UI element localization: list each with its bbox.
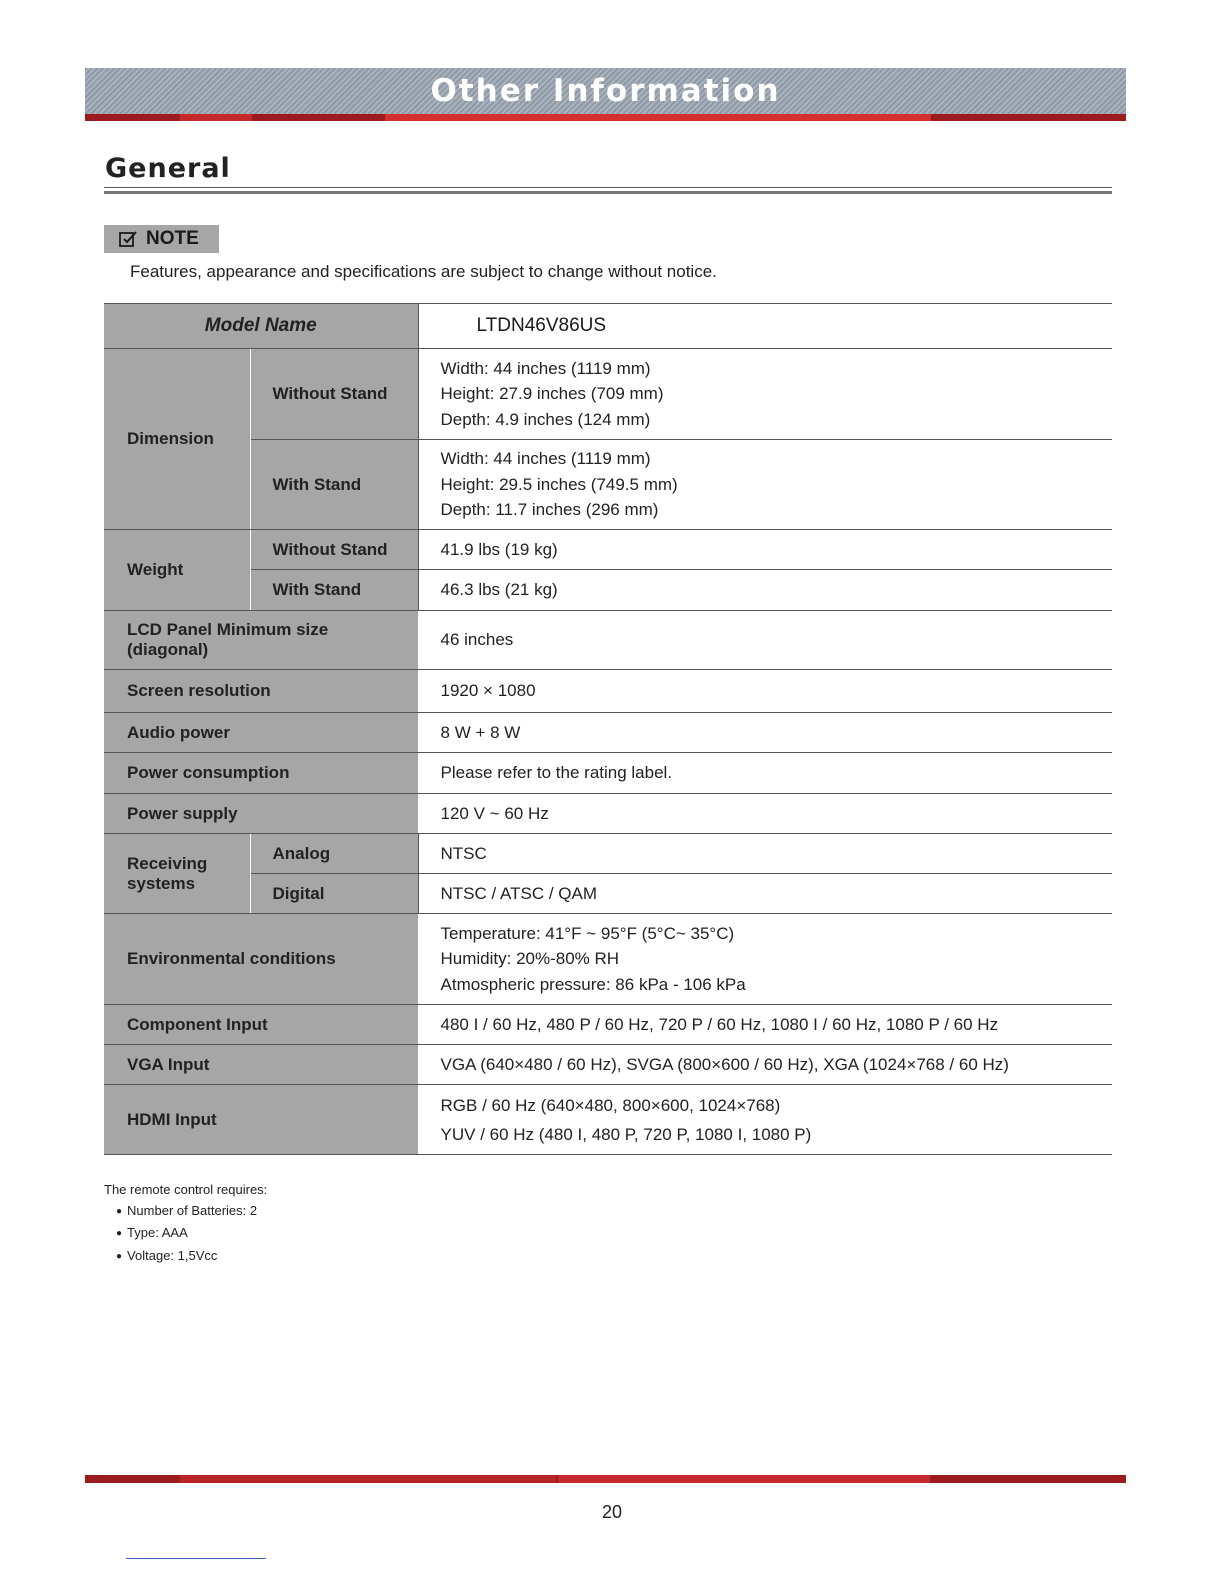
audio-power-value: 8 W + 8 W: [418, 713, 1112, 753]
table-row: [104, 611, 1112, 670]
weight-label: Weight: [104, 530, 250, 611]
list-item: ● Type: AAA: [116, 1223, 267, 1246]
weight-with-stand-label: With Stand: [250, 570, 418, 611]
note-text: Features, appearance and specifications are subject to change without notice.: [130, 262, 717, 281]
temperature-line: Temperature: 41°F ~ 95°F (5°C~ 35°C): [440, 923, 735, 943]
screen-resolution-value: 1920 × 1080: [418, 670, 1112, 713]
table-row: [104, 670, 1112, 713]
table-row: [104, 304, 1112, 349]
power-consumption-value: Please refer to the rating label.: [418, 753, 1112, 794]
weight-without-stand-value: 41.9 lbs (19 kg): [418, 530, 1112, 570]
label-line: systems: [127, 873, 196, 893]
dimension-with-stand-value: [418, 440, 1112, 530]
component-input-label: Component Input: [104, 1005, 418, 1045]
height-line: Height: 27.9 inches (709 mm): [440, 384, 664, 404]
table-row: [104, 570, 1112, 611]
dimension-without-stand-value: [418, 349, 1112, 440]
digital-label: Digital: [250, 874, 418, 914]
weight-without-stand-label: Without Stand: [250, 530, 418, 570]
accent-segment: [180, 114, 252, 121]
label-line: Receiving: [127, 853, 208, 873]
page-number: 20: [601, 1502, 623, 1522]
width-line: Width: 44 inches (1119 mm): [440, 449, 651, 469]
accent-segment: [558, 1475, 930, 1483]
pressure-line: Atmospheric pressure: 86 kPa - 106 kPa: [440, 974, 746, 994]
note-edit-icon: [118, 229, 138, 249]
table-row: [104, 794, 1112, 834]
component-input-value: 480 I / 60 Hz, 480 P / 60 Hz, 720 P / 60 Hz, 1080 I / 60 Hz, 1080 P / 60 Hz: [418, 1005, 1112, 1045]
table-row: [104, 530, 1112, 570]
receiving-systems-label: [104, 834, 250, 914]
lcd-panel-value: 46 inches: [418, 611, 1112, 670]
environmental-value: [418, 914, 1112, 1005]
audio-power-label: Audio power: [104, 713, 418, 753]
hdmi-input-value: [418, 1085, 1112, 1155]
hdmi-input-label: HDMI Input: [104, 1085, 418, 1155]
model-name-value: LTDN46V86US: [418, 304, 1112, 349]
power-supply-label: Power supply: [104, 794, 418, 834]
section-divider: [104, 191, 1112, 194]
model-name-label: Model Name: [104, 304, 418, 349]
digital-value: NTSC / ATSC / QAM: [418, 874, 1112, 914]
width-line: Width: 44 inches (1119 mm): [440, 358, 651, 378]
remote-requirements: [104, 1180, 267, 1268]
table-row: [104, 1045, 1112, 1085]
dimension-label: Dimension: [104, 349, 250, 530]
table-row: [104, 1085, 1112, 1155]
note-label: NOTE: [146, 228, 199, 249]
label-line: LCD Panel Minimum size: [127, 620, 329, 639]
power-consumption-label: Power consumption: [104, 753, 418, 794]
screen-resolution-label: Screen resolution: [104, 670, 418, 713]
depth-line: Depth: 4.9 inches (124 mm): [440, 409, 651, 429]
note-badge: [104, 225, 219, 253]
weight-with-stand-value: 46.3 lbs (21 kg): [418, 570, 1112, 611]
table-row: [104, 914, 1112, 1005]
section-divider: [104, 187, 1112, 188]
analog-label: Analog: [250, 834, 418, 874]
lcd-panel-label: [104, 611, 418, 670]
table-row: [104, 1005, 1112, 1045]
power-supply-value: 120 V ~ 60 Hz: [418, 794, 1112, 834]
table-row: [104, 440, 1112, 530]
header-accent-bar: [85, 114, 1126, 121]
section-title: General: [105, 153, 231, 184]
table-row: [104, 349, 1112, 440]
table-row: [104, 834, 1112, 874]
bottom-link-underline: [126, 1558, 266, 1559]
dimension-with-stand-label: With Stand: [250, 440, 418, 530]
accent-segment: [180, 1475, 556, 1483]
analog-value: NTSC: [418, 834, 1112, 874]
header-banner: [85, 68, 1126, 114]
humidity-line: Humidity: 20%-80% RH: [440, 949, 620, 969]
accent-segment: [385, 114, 931, 121]
remote-intro: The remote control requires:: [104, 1182, 268, 1197]
environmental-label: Environmental conditions: [104, 914, 418, 1005]
vga-input-value: VGA (640×480 / 60 Hz), SVGA (800×600 / 60 Hz), XGA (1024×768 / 60 Hz): [418, 1045, 1112, 1085]
footer-accent-bar: [85, 1475, 1126, 1483]
table-row: [104, 874, 1112, 914]
spec-table: [104, 303, 1112, 1155]
height-line: Height: 29.5 inches (749.5 mm): [440, 474, 678, 494]
table-row: [104, 753, 1112, 794]
list-item: ● Voltage: 1,5Vcc: [116, 1246, 267, 1269]
dimension-without-stand-label: Without Stand: [250, 349, 418, 440]
table-row: [104, 713, 1112, 753]
vga-input-label: VGA Input: [104, 1045, 418, 1085]
label-line: (diagonal): [127, 640, 209, 659]
list-item: ● Number of Batteries: 2: [116, 1201, 267, 1224]
rgb-line: RGB / 60 Hz (640×480, 800×600, 1024×768): [440, 1095, 781, 1115]
remote-list: [104, 1201, 267, 1269]
depth-line: Depth: 11.7 inches (296 mm): [440, 500, 659, 520]
page-title: Other Information: [430, 73, 781, 109]
yuv-line: YUV / 60 Hz (480 I, 480 P, 720 P, 1080 I, 1080 P): [440, 1124, 812, 1144]
